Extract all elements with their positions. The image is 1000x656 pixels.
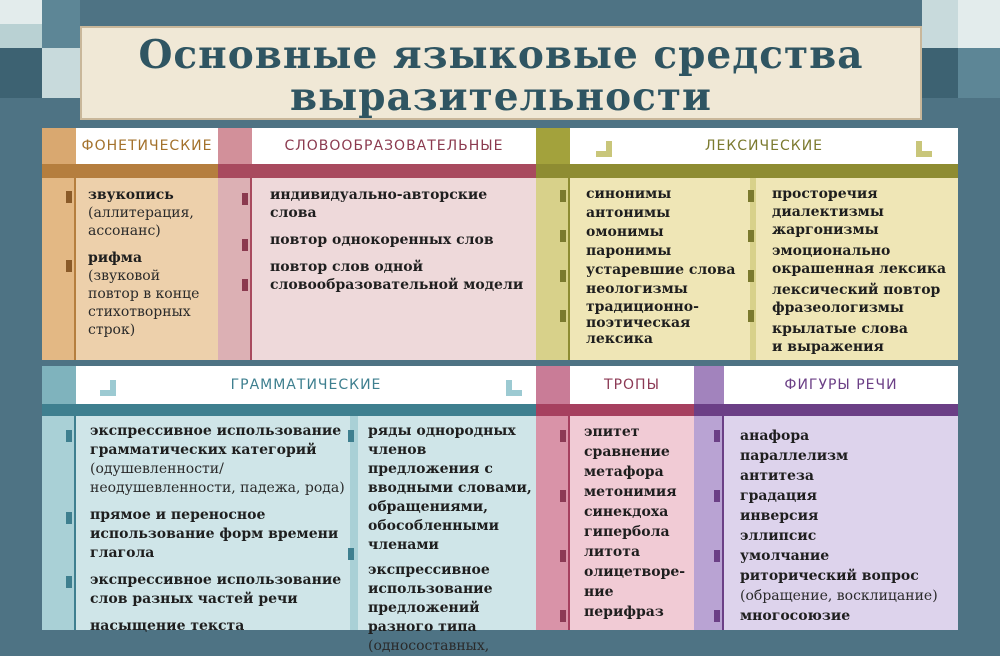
bullet-icon — [560, 190, 566, 202]
lexical-item: синонимы — [586, 186, 672, 202]
phonetic-header: ФОНЕТИЧЕСКИЕ — [76, 129, 218, 163]
bullet-icon — [714, 550, 720, 562]
row2-bar — [42, 404, 536, 416]
trope-item: перифраз — [584, 604, 664, 620]
wordformation-item: индивидуально-авторские слова — [270, 187, 488, 221]
phonetic-list — [88, 186, 214, 339]
bullet-icon — [560, 610, 566, 622]
panel-separator — [250, 178, 252, 360]
figure-item: градация — [740, 488, 817, 504]
grammatical-item-note: (одушевленности/неодушевленности, падежа, рода) — [90, 461, 345, 496]
arrow-down-left-icon — [912, 131, 942, 161]
lexical-item: неологизмы — [586, 281, 688, 297]
figures-list — [740, 426, 954, 626]
panel-separator — [74, 178, 76, 360]
decor-square — [0, 0, 42, 24]
figure-item: многосоюзие — [740, 608, 851, 624]
bullet-icon — [66, 191, 72, 203]
phonetic-item-note: (звуковой повтор в конце стихотворных строк) — [88, 268, 200, 338]
decor-square — [0, 24, 42, 48]
panel-side-strip — [694, 416, 724, 630]
wordformation-panel — [218, 178, 536, 360]
bullet-icon — [242, 193, 248, 205]
arrow-down-left-icon — [502, 370, 532, 400]
trope-item: метонимия — [584, 484, 677, 500]
trope-item: гипербола — [584, 524, 670, 540]
decor-square — [958, 48, 1000, 98]
row2-bar — [536, 404, 694, 416]
trope-item: литота — [584, 544, 641, 560]
figure-item: умолчание — [740, 548, 830, 564]
decor-square — [42, 48, 80, 98]
lexical-item: традиционно-поэтическая лексика — [586, 299, 699, 347]
bullet-icon — [714, 610, 720, 622]
lexical-item: просторечия — [772, 186, 878, 202]
decor-square — [42, 0, 80, 48]
bullet-icon — [560, 550, 566, 562]
row1-bar — [536, 164, 958, 178]
lexical-item: диалектизмы — [772, 204, 884, 220]
panel-separator — [568, 416, 570, 630]
lexical-list-1 — [586, 185, 754, 347]
wordformation-list — [270, 186, 532, 294]
panel-separator — [568, 178, 570, 360]
lexical-list-2 — [772, 185, 954, 356]
grammatical-item-note: (односоставных, — [368, 638, 490, 654]
bullet-icon — [560, 490, 566, 502]
decor-square — [922, 0, 958, 48]
lexical-strip — [536, 128, 570, 164]
lexical-item: фразеологизмы — [772, 300, 904, 316]
bullet-icon — [560, 230, 566, 242]
lexical-item: омонимы — [586, 224, 664, 240]
phonetic-strip — [42, 128, 76, 164]
grammatical-item: экспрессивное использование слов разных частей речи — [90, 572, 342, 607]
lexical-panel — [536, 178, 958, 360]
figure-item: эллипсис — [740, 528, 817, 544]
wordformation-item: повтор слов одной словообразовательной модели — [270, 259, 524, 293]
wordformation-strip — [218, 128, 252, 164]
tropes-strip — [536, 366, 570, 404]
page-title-line2: выразительности — [290, 74, 712, 120]
grammatical-item: ряды однородных членов предложения с вводными словами, обращениями, обособленными членами — [368, 423, 532, 553]
lexical-item: паронимы — [586, 243, 672, 259]
figures-header: ФИГУРЫ РЕЧИ — [724, 368, 958, 402]
page-title-line1: Основные языковые средства — [138, 32, 864, 78]
lexical-item: устаревшие слова — [586, 262, 736, 278]
bullet-icon — [66, 260, 72, 272]
figure-item: анафора — [740, 428, 810, 444]
lexical-item: лексический повтор — [772, 282, 941, 298]
panel-side-strip — [536, 178, 570, 360]
arrow-down-right-icon — [90, 370, 120, 400]
bullet-icon — [560, 270, 566, 282]
panel-separator — [350, 416, 358, 630]
figures-strip — [694, 366, 724, 404]
row2-bar — [694, 404, 958, 416]
bullet-icon — [242, 239, 248, 251]
panel-side-strip — [218, 178, 252, 360]
trope-item: олицетворе-ние — [584, 564, 686, 600]
trope-item: синекдоха — [584, 504, 669, 520]
wordformation-item: повтор однокоренных слов — [270, 232, 494, 248]
lexical-item: крылатые слова и выражения — [772, 321, 908, 355]
trope-item: эпитет — [584, 424, 640, 440]
bullet-icon — [560, 430, 566, 442]
trope-item: сравнение — [584, 444, 670, 460]
phonetic-panel — [42, 178, 218, 360]
row1-bar — [218, 164, 536, 178]
title-box — [80, 26, 922, 120]
panel-separator — [74, 416, 76, 630]
figure-item: риторический вопрос — [740, 568, 919, 584]
bullet-icon — [714, 490, 720, 502]
grammatical-header: ГРАММАТИЧЕСКИЕ — [76, 368, 536, 402]
figures-panel — [694, 416, 958, 630]
lexical-item: антонимы — [586, 205, 671, 221]
figure-item: инверсия — [740, 508, 819, 524]
bullet-icon — [66, 576, 72, 588]
grammatical-list-2 — [368, 422, 534, 656]
wordformation-header: СЛОВООБРАЗОВАТЕЛЬНЫЕ — [252, 129, 536, 163]
tropes-list — [584, 422, 690, 622]
decor-square — [922, 48, 958, 98]
lexical-item: эмоционально окрашенная лексика — [772, 243, 947, 277]
figure-item: антитеза — [740, 468, 814, 484]
figure-item: параллелизм — [740, 448, 849, 464]
grammatical-list-1 — [90, 422, 350, 636]
decor-square — [958, 0, 1000, 48]
phonetic-item-note: (аллитерация, ассонанс) — [88, 205, 194, 239]
panel-separator — [722, 416, 724, 630]
figure-item-note: (обращение, восклицание) — [740, 588, 938, 604]
lexical-header: ЛЕКСИЧЕСКИЕ — [570, 129, 958, 163]
grammatical-item: насыщение текста — [90, 618, 245, 634]
phonetic-item-title: рифма — [88, 250, 143, 266]
row1-bar — [42, 164, 218, 178]
grammatical-panel — [42, 416, 536, 654]
grammatical-strip — [42, 366, 76, 404]
bullet-icon — [242, 279, 248, 291]
bullet-icon — [560, 310, 566, 322]
bullet-icon — [66, 430, 72, 442]
tropes-header: ТРОПЫ — [570, 368, 694, 402]
lexical-item: жаргонизмы — [772, 222, 879, 238]
bullet-icon — [66, 512, 72, 524]
bullet-icon — [714, 430, 720, 442]
grammatical-item: экспрессивное использование грамматических категорий — [90, 423, 342, 458]
grammatical-item: экспрессивное использование предложений разного типа — [368, 562, 493, 635]
decor-square — [0, 48, 42, 98]
phonetic-item-title: звукопись — [88, 187, 174, 203]
trope-item: метафора — [584, 464, 664, 480]
arrow-down-right-icon — [586, 131, 616, 161]
tropes-panel — [536, 416, 694, 630]
panel-side-strip — [536, 416, 570, 630]
grammatical-item: прямое и переносное использование форм времени глагола — [90, 507, 339, 561]
